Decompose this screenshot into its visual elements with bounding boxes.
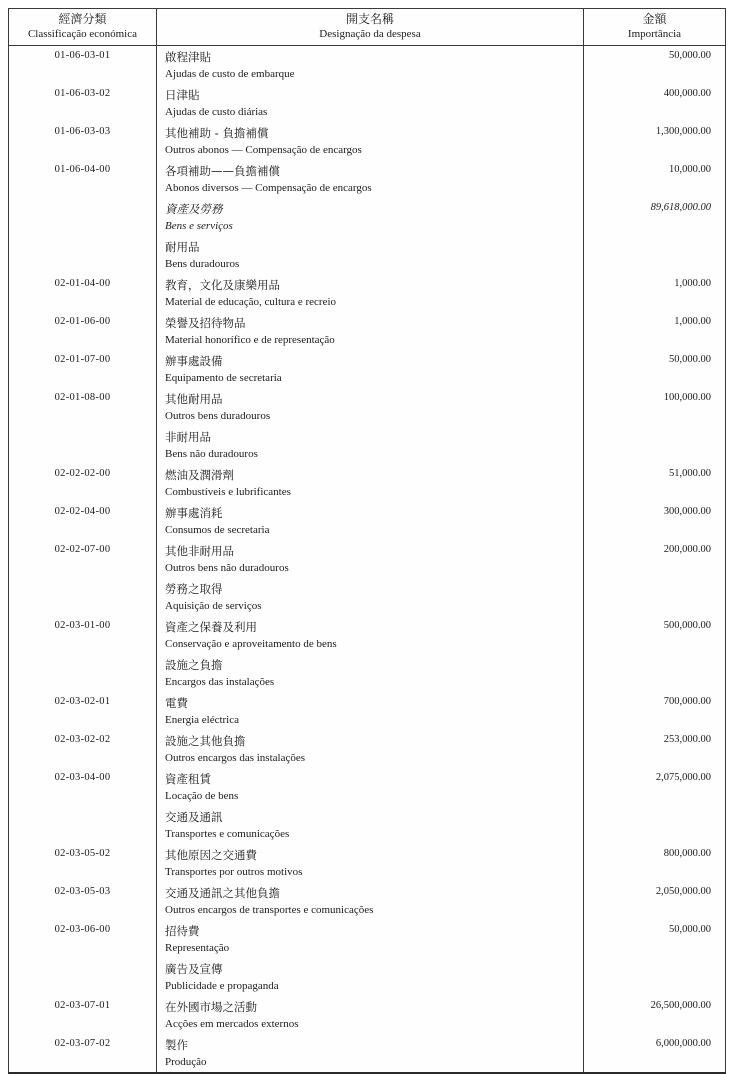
designation-pt: Energia eléctrica: [165, 714, 239, 726]
header-amount: [583, 9, 725, 45]
row-classification-code: [9, 654, 156, 692]
row-classification-code: 02-01-04-00: [54, 278, 111, 289]
row-designation: [156, 996, 583, 1034]
header-classification-zh: 經濟分類: [58, 12, 107, 26]
row-classification-code: 02-03-02-02: [54, 734, 111, 745]
row-classification-code: 02-01-08-00: [54, 392, 111, 403]
row-classification-code: 02-03-07-02: [54, 1038, 111, 1049]
designation-zh: 資產之保養及利用: [165, 620, 257, 634]
table-row: [9, 692, 725, 730]
header-amount-pt: Importância: [627, 28, 682, 40]
designation-zh: 耐用品: [165, 240, 200, 254]
designation-pt: Material honorífico e de representação: [165, 334, 335, 346]
designation-zh: 辦事處消耗: [165, 506, 223, 520]
designation-pt: Material de educação, cultura e recreio: [165, 296, 337, 308]
row-classification-code: 02-03-01-00: [54, 620, 111, 631]
designation-pt: Outros encargos de transportes e comunicações: [165, 904, 374, 916]
row-classification-code: 02-03-05-03: [54, 886, 111, 897]
row-classification-code: [9, 578, 156, 616]
row-classification-code: 02-01-06-00: [54, 316, 111, 327]
table-row: [9, 540, 725, 578]
row-amount: [583, 426, 725, 464]
row-amount: 500,000.00: [583, 616, 725, 654]
table-row: [9, 768, 725, 806]
designation-zh: 製作: [165, 1038, 188, 1052]
designation-pt: Bens duradouros: [165, 258, 240, 270]
designation-pt: Ajudas de custo diárias: [165, 106, 268, 118]
row-classification-code: [9, 958, 156, 996]
row-classification-code: 02-01-07-00: [54, 354, 111, 365]
row-amount: 50,000.00: [583, 920, 725, 958]
designation-zh: 資產及勞務: [165, 202, 223, 216]
table-row: [9, 160, 725, 198]
designation-pt: Transportes por outros motivos: [165, 866, 303, 878]
row-designation: [156, 616, 583, 654]
table-row: [9, 426, 725, 464]
header-classification-pt: Classificação económica: [27, 28, 138, 40]
table-row: [9, 920, 725, 958]
designation-zh: 各項補助——負擔補償: [165, 164, 280, 178]
table-row: [9, 882, 725, 920]
row-classification-code: 02-02-07-00: [54, 544, 111, 555]
row-classification-code: 02-02-04-00: [54, 506, 111, 517]
row-amount: 100,000.00: [583, 388, 725, 426]
designation-zh: 廣告及宣傳: [165, 962, 223, 976]
row-designation: [156, 312, 583, 350]
table-row: [9, 502, 725, 540]
row-classification-code: [9, 426, 156, 464]
designation-zh: 其他原因之交通費: [165, 848, 257, 862]
row-designation: [156, 426, 583, 464]
row-amount: 1,000.00: [583, 274, 725, 312]
designation-zh: 在外國市場之活動: [165, 1000, 257, 1014]
table-row: [9, 122, 725, 160]
designation-pt: Bens e serviços: [165, 220, 233, 232]
row-amount: [583, 806, 725, 844]
designation-pt: Equipamento de secretaria: [165, 372, 282, 384]
row-classification-code: 02-03-05-02: [54, 848, 111, 859]
row-amount: 700,000.00: [583, 692, 725, 730]
row-designation: [156, 654, 583, 692]
row-classification-code: 02-03-02-01: [54, 696, 111, 707]
designation-pt: Outros encargos das instalações: [165, 752, 306, 764]
row-designation: [156, 122, 583, 160]
header-designation-pt: Designação da despesa: [319, 28, 421, 40]
row-amount: [583, 958, 725, 996]
table-row: [9, 578, 725, 616]
designation-zh: 交通及通訊: [165, 810, 223, 824]
designation-pt: Outros abonos — Compensação de encargos: [165, 144, 362, 156]
designation-pt: Combustíveis e lubrificantes: [165, 486, 291, 498]
designation-zh: 其他補助 - 負擔補償: [165, 126, 269, 140]
designation-pt: Encargos das instalações: [165, 676, 275, 688]
row-amount: 800,000.00: [583, 844, 725, 882]
designation-zh: 交通及通訊之其他負擔: [165, 886, 280, 900]
table-row: [9, 312, 725, 350]
designation-zh: 榮譽及招待物品: [165, 316, 246, 330]
table-row: [9, 806, 725, 844]
row-classification-code: [9, 236, 156, 274]
table-row: [9, 654, 725, 692]
row-amount: 51,000.00: [583, 464, 725, 502]
row-amount: 200,000.00: [583, 540, 725, 578]
table-row: [9, 46, 725, 84]
designation-zh: 非耐用品: [165, 430, 211, 444]
table-row: [9, 198, 725, 236]
row-amount: 2,050,000.00: [583, 882, 725, 920]
table-row: [9, 616, 725, 654]
row-classification-code: 01-06-03-01: [54, 50, 111, 61]
designation-pt: Ajudas de custo de embarque: [165, 68, 295, 80]
row-designation: [156, 578, 583, 616]
designation-zh: 其他非耐用品: [165, 544, 234, 558]
row-amount: 10,000.00: [583, 160, 725, 198]
table-body: [9, 46, 725, 1072]
designation-pt: Transportes e comunicações: [165, 828, 290, 840]
designation-zh: 啟程津貼: [165, 50, 211, 64]
row-designation: [156, 464, 583, 502]
designation-pt: Acções em mercados externos: [165, 1018, 299, 1030]
row-classification-code: 02-03-04-00: [54, 772, 111, 783]
row-designation: [156, 350, 583, 388]
table-row: [9, 1034, 725, 1072]
designation-zh: 勞務之取得: [165, 582, 223, 596]
designation-pt: Aquisição de serviços: [165, 600, 262, 612]
row-designation: [156, 1034, 583, 1072]
row-amount: 300,000.00: [583, 502, 725, 540]
row-designation: [156, 730, 583, 768]
row-designation: [156, 160, 583, 198]
row-amount: 2,075,000.00: [583, 768, 725, 806]
row-designation: [156, 806, 583, 844]
designation-zh: 招待費: [165, 924, 200, 938]
row-designation: [156, 46, 583, 84]
designation-zh: 設施之其他負擔: [165, 734, 246, 748]
header-amount-zh: 金額: [642, 12, 667, 26]
table-row: [9, 844, 725, 882]
table-row: [9, 236, 725, 274]
row-amount: 50,000.00: [583, 350, 725, 388]
row-amount: 6,000,000.00: [583, 1034, 725, 1072]
designation-zh: 燃油及潤滑劑: [165, 468, 234, 482]
row-amount: 1,000.00: [583, 312, 725, 350]
row-designation: [156, 274, 583, 312]
row-classification-code: 02-02-02-00: [54, 468, 111, 479]
row-designation: [156, 920, 583, 958]
row-designation: [156, 388, 583, 426]
row-amount: [583, 236, 725, 274]
designation-pt: Abonos diversos — Compensação de encargos: [165, 182, 372, 194]
row-amount: 89,618,000.00: [583, 198, 725, 236]
designation-pt: Outros bens duradouros: [165, 410, 271, 422]
row-designation: [156, 692, 583, 730]
header-classification: [9, 9, 156, 45]
table-row: [9, 730, 725, 768]
table-row: [9, 464, 725, 502]
designation-zh: 教育，文化及康樂用品: [165, 278, 280, 292]
designation-zh: 日津貼: [165, 88, 200, 102]
designation-pt: Consumos de secretaria: [165, 524, 270, 536]
table-row: [9, 388, 725, 426]
row-designation: [156, 502, 583, 540]
budget-document-page: [8, 8, 726, 1074]
row-amount: 1,300,000.00: [583, 122, 725, 160]
row-amount: [583, 654, 725, 692]
designation-pt: Conservação e aproveitamento de bens: [165, 638, 337, 650]
designation-zh: 其他耐用品: [165, 392, 223, 406]
row-designation: [156, 198, 583, 236]
table-row: [9, 274, 725, 312]
row-amount: [583, 578, 725, 616]
row-designation: [156, 844, 583, 882]
row-classification-code: 02-03-06-00: [54, 924, 111, 935]
row-amount: 50,000.00: [583, 46, 725, 84]
designation-zh: 資產租賃: [165, 772, 211, 786]
row-designation: [156, 958, 583, 996]
table-row: [9, 350, 725, 388]
designation-zh: 電費: [165, 696, 188, 710]
row-designation: [156, 768, 583, 806]
row-designation: [156, 236, 583, 274]
designation-pt: Locação de bens: [165, 790, 239, 802]
table-row: [9, 84, 725, 122]
designation-zh: 設施之負擔: [165, 658, 223, 672]
designation-pt: Bens não duradouros: [165, 448, 258, 460]
row-classification-code: [9, 806, 156, 844]
header-designation-zh: 開支名稱: [345, 12, 394, 26]
row-classification-code: 01-06-03-03: [54, 126, 111, 137]
row-designation: [156, 540, 583, 578]
row-classification-code: 01-06-03-02: [54, 88, 111, 99]
row-designation: [156, 882, 583, 920]
row-classification-code: [9, 198, 156, 236]
row-designation: [156, 84, 583, 122]
designation-zh: 辦事處設備: [165, 354, 223, 368]
designation-pt: Outros bens não duradouros: [165, 562, 289, 574]
row-amount: 253,000.00: [583, 730, 725, 768]
header-designation: [156, 9, 583, 45]
designation-pt: Publicidade e propaganda: [165, 980, 279, 992]
table-row: [9, 958, 725, 996]
table-row: [9, 996, 725, 1034]
designation-pt: Produção: [165, 1056, 207, 1068]
table-header: [9, 9, 725, 46]
designation-pt: Representação: [165, 942, 230, 954]
row-classification-code: 02-03-07-01: [54, 1000, 111, 1011]
row-amount: 400,000.00: [583, 84, 725, 122]
row-amount: 26,500,000.00: [583, 996, 725, 1034]
row-classification-code: 01-06-04-00: [54, 164, 111, 175]
